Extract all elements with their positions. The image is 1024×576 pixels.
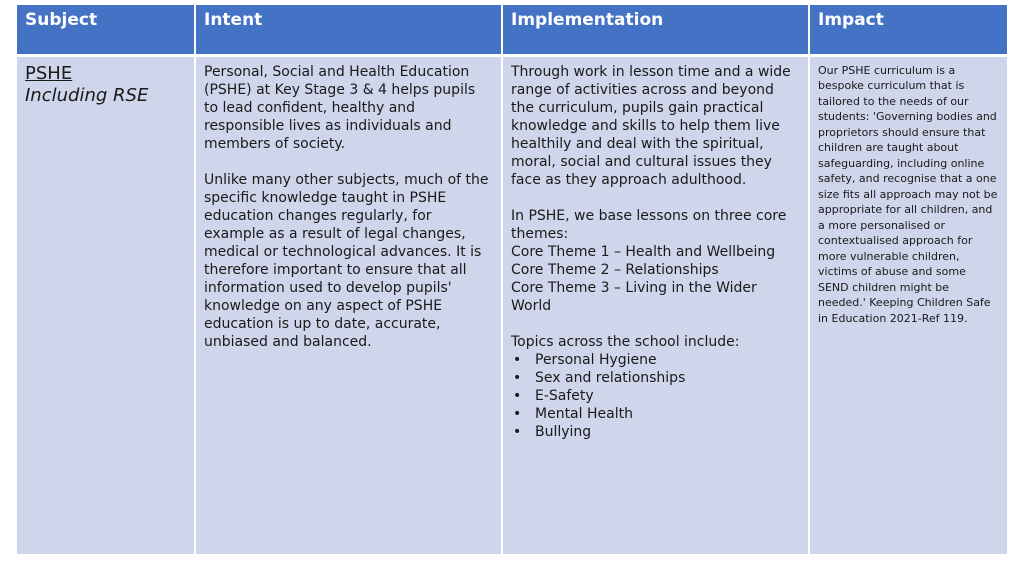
header-impact: Impact xyxy=(809,5,1007,55)
subject-subtitle: Including RSE xyxy=(25,84,149,106)
impact-text: Our PSHE curriculum is a bespoke curriculum that is tailored to the needs of our students: 'Governing bodies and proprietors should ensure that children are taught about safeguarding, including online safety, and recognise that a one size fits all approach may not be appropriate for all children, and a more personalised or contextualised approach for more vulnerable children, victims of abuse and some SEND children might be needed.' Keeping Children Safe in Education 2021-Ref 119. xyxy=(818,63,998,325)
impact-cell xyxy=(809,55,1007,554)
list-item: • Mental Health xyxy=(535,405,800,423)
intent-paragraph-1: Personal, Social and Health Education (PSHE) at Key Stage 3 & 4 helps pupils to lead confident, healthy and responsible lives as individuals and members of society. xyxy=(204,63,476,152)
list-item: • Sex and relationships xyxy=(535,369,800,387)
implementation-cell xyxy=(502,55,809,554)
header-intent: Intent xyxy=(195,5,502,55)
list-item: • Bullying xyxy=(535,423,800,441)
intent-paragraph-2: Unlike many other subjects, much of the specific knowledge taught in PSHE education changes regularly, for example as a result of legal changes, medical or technological advances. It is therefore important to ensure that all information used to develop pupils' knowledge on any aspect of PSHE education is up to date, accurate, unbiased and balanced. xyxy=(204,171,489,350)
topics-list xyxy=(511,351,800,441)
subject-title: PSHE xyxy=(25,62,73,84)
header-row xyxy=(17,5,1007,55)
implementation-paragraph-1: Through work in lesson time and a wide range of activities across and beyond the curriculum, pupils gain practical knowledge and skills to help them live healthily and deal with the spiritual, moral, social and cultural issues they face as they approach adulthood. xyxy=(511,63,791,188)
core-theme-2: Core Theme 2 – Relationships xyxy=(511,261,719,278)
header-subject: Subject xyxy=(17,5,195,55)
list-item: • Personal Hygiene xyxy=(535,351,800,369)
header-implementation: Implementation xyxy=(502,5,809,55)
intent-cell xyxy=(195,55,502,554)
curriculum-table-wrapper xyxy=(17,5,1007,554)
topics-intro: Topics across the school include: xyxy=(511,333,740,350)
curriculum-table xyxy=(17,5,1007,554)
pshe-row xyxy=(17,55,1007,554)
themes-intro: In PSHE, we base lessons on three core themes: xyxy=(511,207,787,242)
subject-cell xyxy=(17,55,195,554)
core-theme-3: Core Theme 3 – Living in the Wider World xyxy=(511,279,757,314)
list-item: • E-Safety xyxy=(535,387,800,405)
core-theme-1: Core Theme 1 – Health and Wellbeing xyxy=(511,243,776,260)
